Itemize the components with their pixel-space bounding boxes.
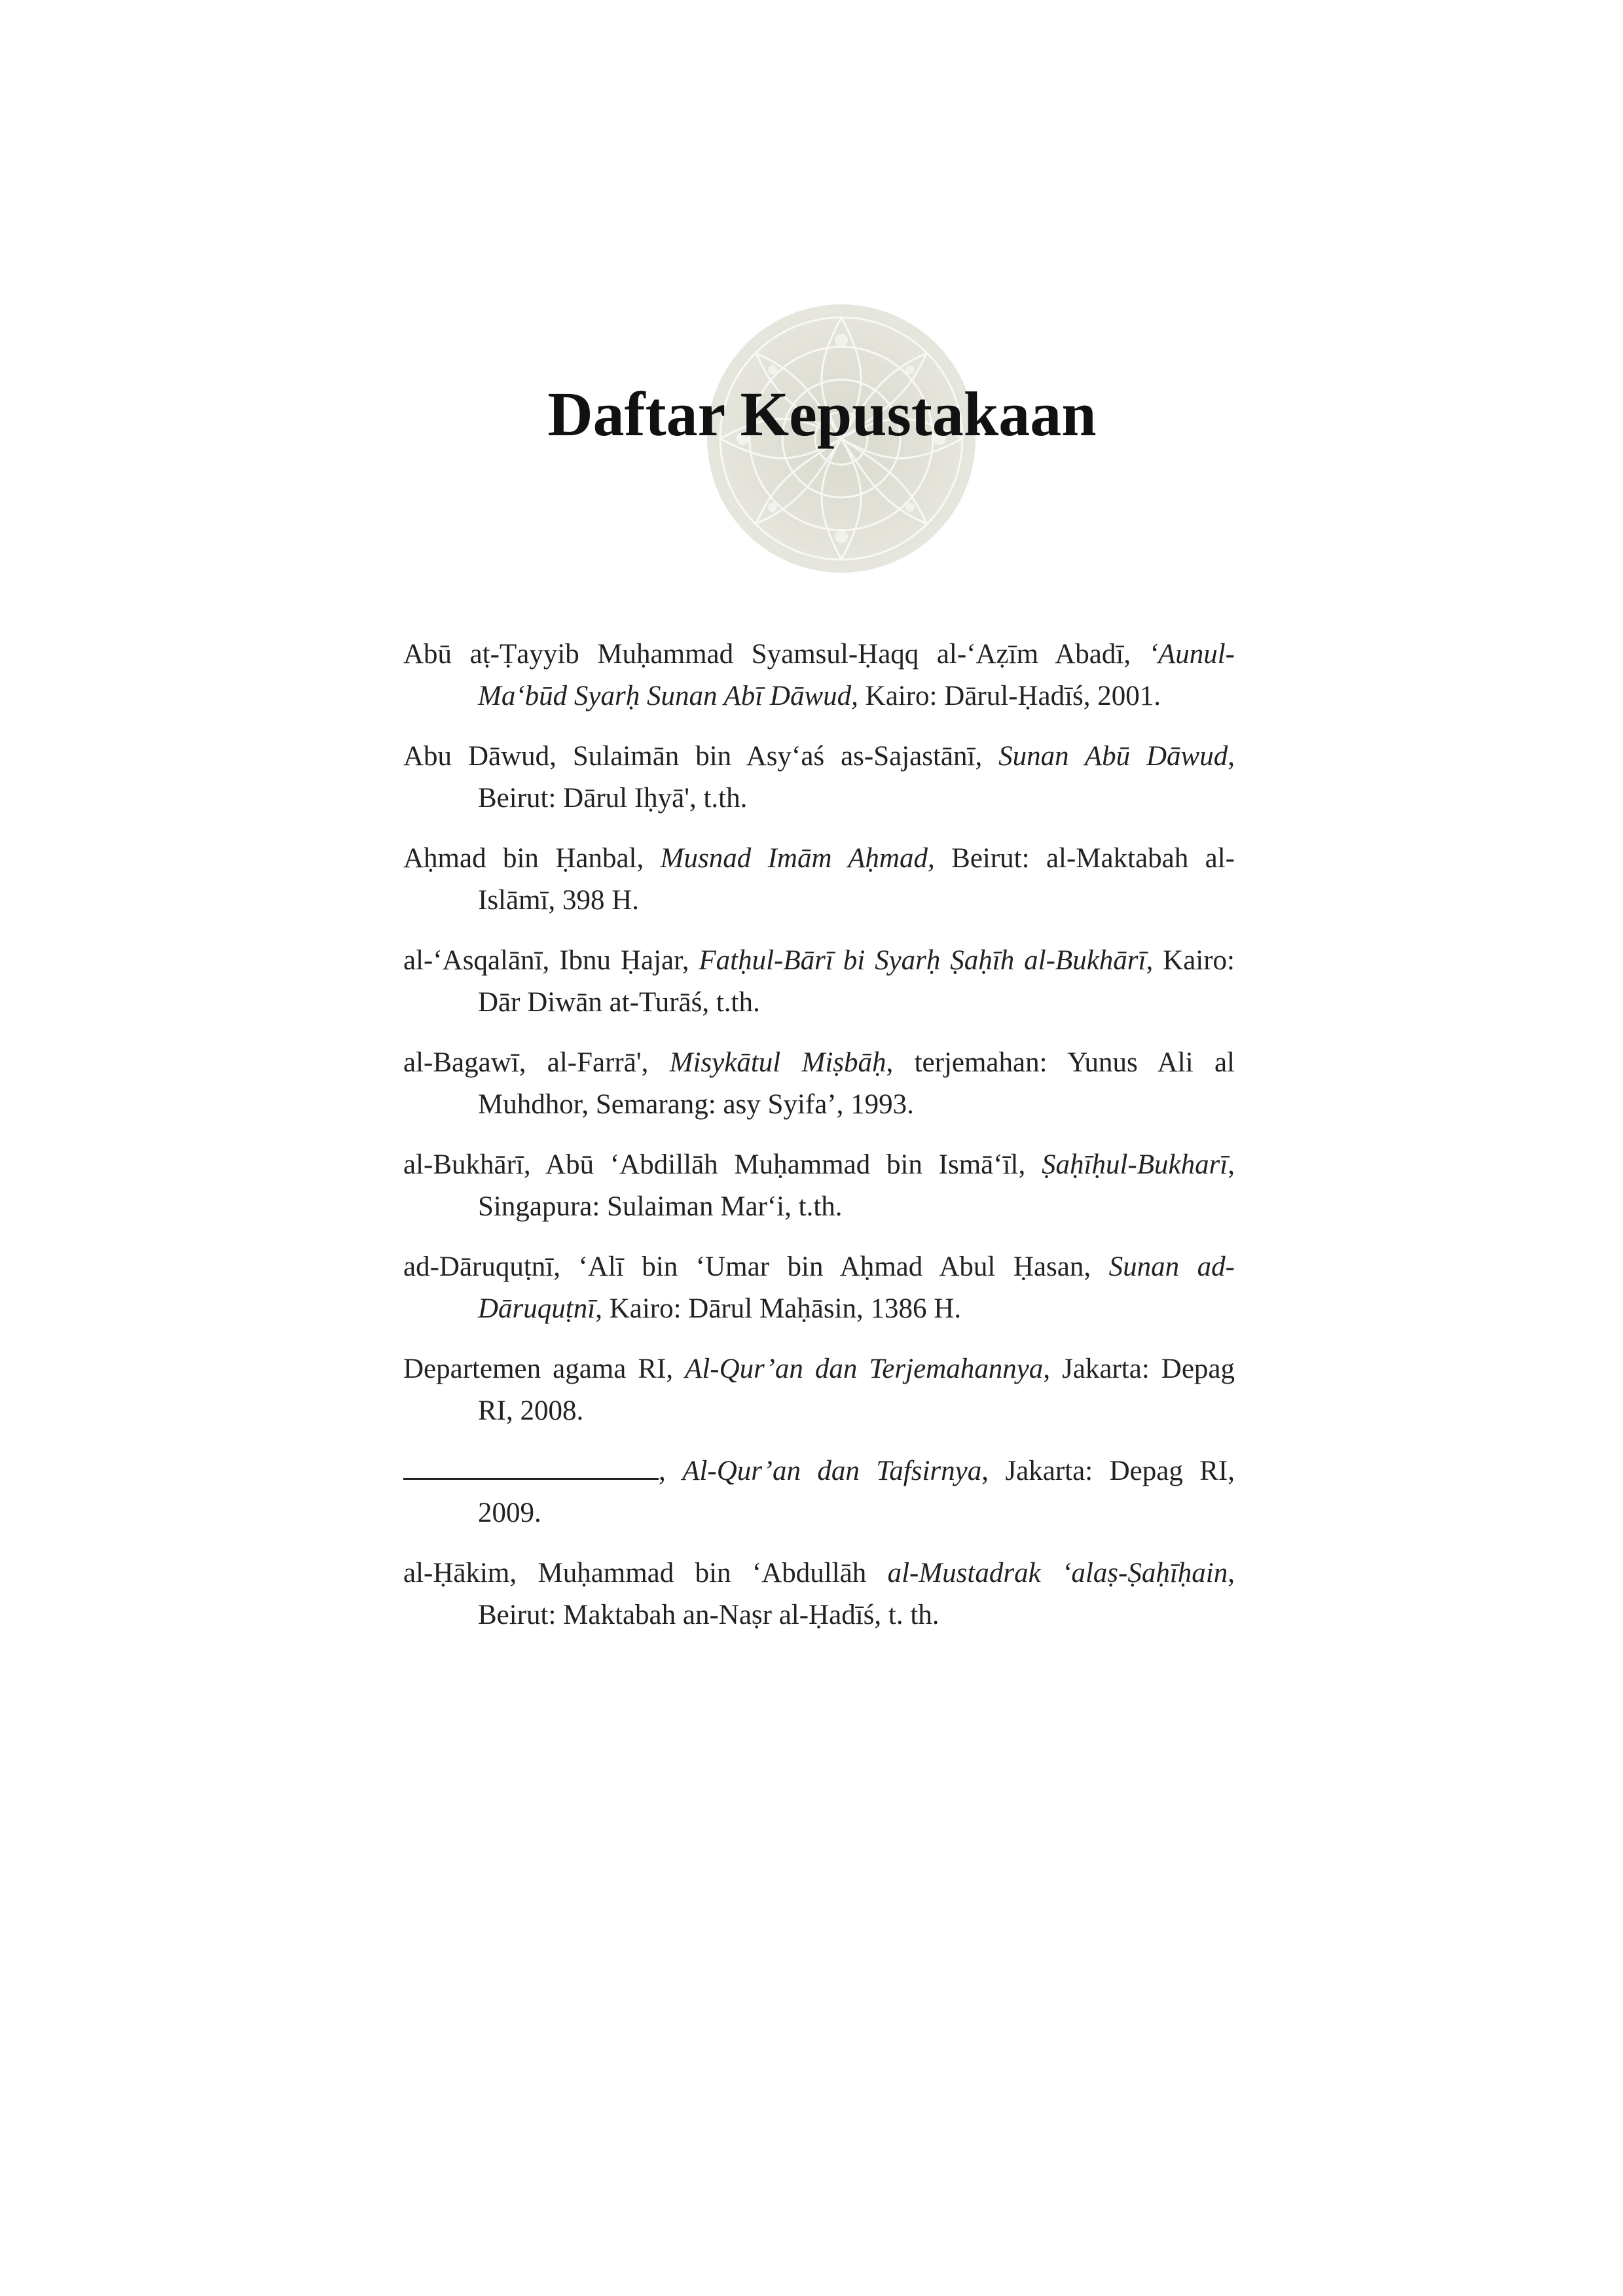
bibliography-list: [403, 634, 1235, 1655]
entry-publication: , terjemahan: Yunus Ali al Muhdhor, Semarang: asy Syifa’, 1993.: [478, 1047, 1235, 1120]
entry-title: Ṣaḥīḥul-Bukharī: [1042, 1149, 1228, 1180]
bibliography-entry: [403, 1246, 1235, 1330]
entry-author: Abū aṭ-Ṭayyib Muḥammad Syamsul-Ḥaqq al-‘Aẓīm Abadī,: [403, 639, 1149, 670]
entry-publication: , Beirut: Maktabah an-Naṣr al-Ḥadīś, t. th.: [478, 1558, 1235, 1630]
bibliography-entry: [403, 736, 1235, 819]
entry-publication: , Singapura: Sulaiman Mar‘i, t.th.: [478, 1149, 1235, 1222]
entry-title: ‘Aunul-Ma‘būd Syarḥ Sunan Abī Dāwud,: [478, 639, 1235, 711]
entry-title: Al-Qur’an dan Terjemahannya: [685, 1354, 1044, 1384]
page-header: [0, 301, 1623, 576]
entry-title: Fatḥul-Bārī bi Syarḥ Ṣaḥīh al-Bukhārī,: [699, 945, 1154, 976]
entry-publication: Kairo: Dārul-Ḥadīś, 2001.: [858, 681, 1161, 711]
entry-author: al-Bagawī, al-Farrā',: [403, 1047, 670, 1078]
entry-publication: , Kairo: Dārul Maḥāsin, 1386 H.: [595, 1293, 962, 1324]
entry-title: Sunan Abū Dāwud: [998, 741, 1228, 772]
entry-publication: , Jakarta: Depag RI, 2009.: [478, 1456, 1235, 1528]
entry-author: al-Ḥākim, Muḥammad bin ‘Abdullāh: [403, 1558, 888, 1588]
bibliography-entry: [403, 1450, 1235, 1534]
entry-publication: Kairo: Dār Diwān at-Turāś, t.th.: [478, 945, 1235, 1018]
bibliography-entry: [403, 1348, 1235, 1432]
entry-author: al-Bukhārī, Abū ‘Abdillāh Muḥammad bin Ismā‘īl,: [403, 1149, 1042, 1180]
entry-author: Aḥmad bin Ḥanbal,: [403, 843, 661, 874]
entry-publication: Beirut: al-Maktabah al-Islāmī, 398 H.: [478, 843, 1235, 916]
entry-author: Departemen agama RI,: [403, 1354, 685, 1384]
entry-title: Musnad Imām Aḥmad,: [660, 843, 935, 874]
entry-author: al-‘Asqalānī, Ibnu Ḥajar,: [403, 945, 699, 976]
bibliography-entry: [403, 1042, 1235, 1126]
entry-publication: , Jakarta: Depag RI, 2008.: [478, 1354, 1235, 1426]
entry-title: Misykātul Miṣbāḥ: [669, 1047, 886, 1078]
entry-author: ,: [659, 1456, 683, 1486]
page-title: Daftar Kepustakaan: [547, 379, 1097, 449]
entry-title: al-Mustadrak ‘alaṣ-Ṣaḥīḥain: [887, 1558, 1228, 1588]
entry-author: Abu Dāwud, Sulaimān bin Asy‘aś as-Sajastānī,: [403, 741, 999, 772]
repeated-author-dash: [403, 1452, 659, 1480]
bibliography-entry: [403, 940, 1235, 1024]
bibliography-entry: [403, 838, 1235, 922]
entry-title: Sunan ad-Dāruquṭnī: [478, 1251, 1235, 1324]
bibliography-entry: [403, 634, 1235, 717]
entry-publication: , Beirut: Dārul Iḥyā', t.th.: [478, 741, 1235, 814]
entry-author: ad-Dāruquṭnī, ‘Alī bin ‘Umar bin Aḥmad Abul Ḥasan,: [403, 1251, 1109, 1282]
bibliography-entry: [403, 1552, 1235, 1636]
bibliography-entry: [403, 1144, 1235, 1228]
entry-title: Al-Qur’an dan Tafsirnya: [682, 1456, 982, 1486]
